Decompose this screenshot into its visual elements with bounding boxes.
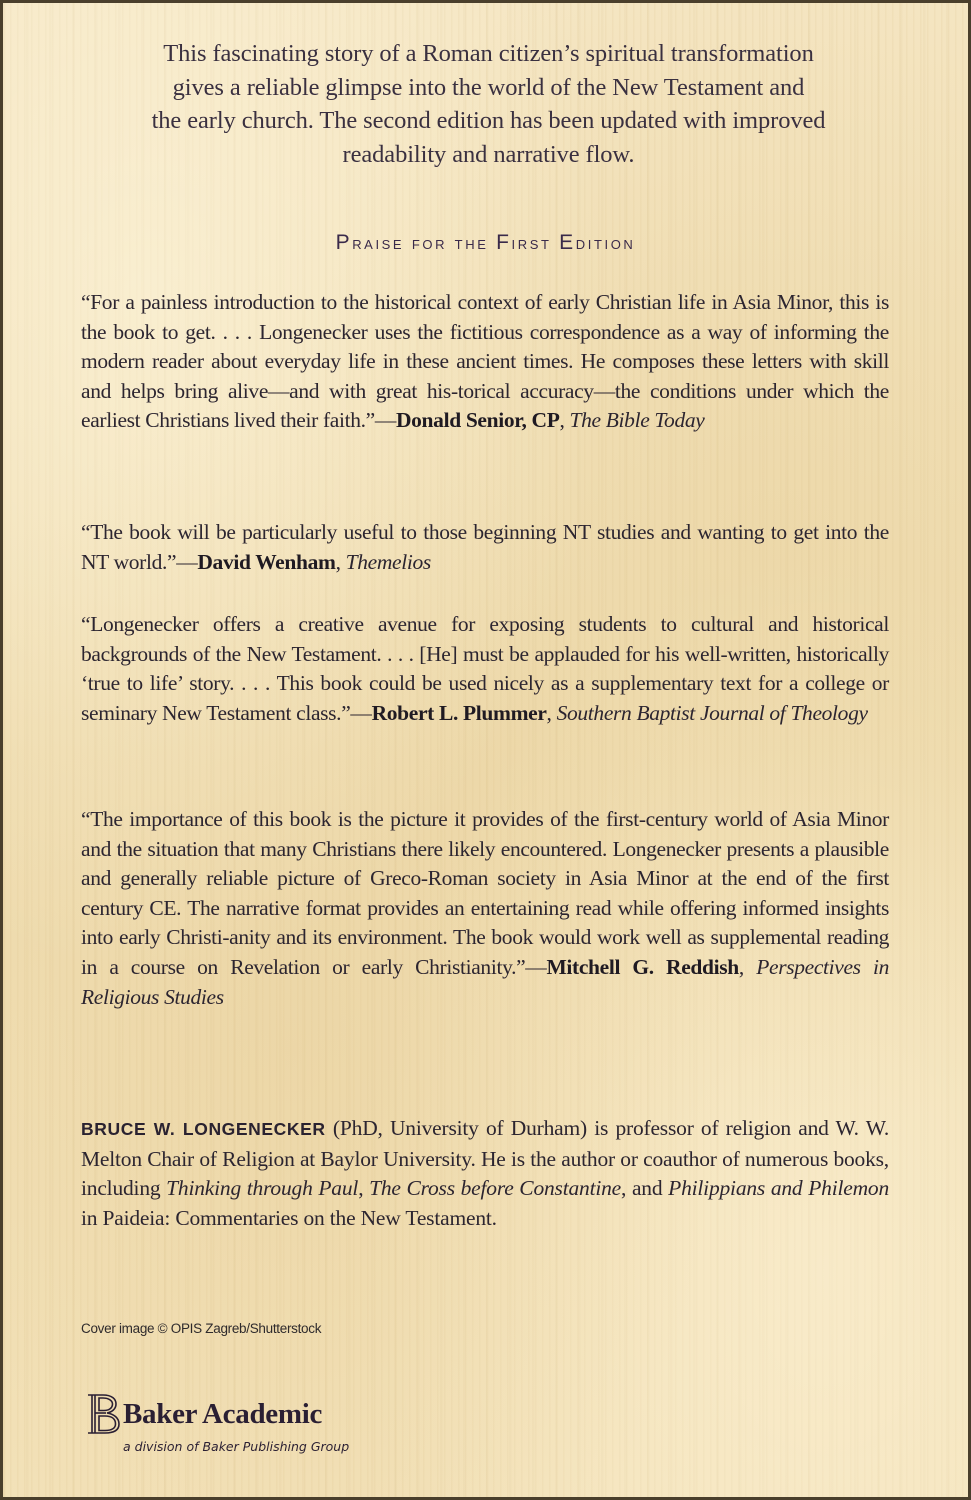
praise-quote: “The book will be particularly useful to those beginning NT studies and wanting to get into the NT world.”—David Wenham, Themelios: [81, 520, 889, 574]
quote-text: “The importance of this book is the picture it provides of the first-century world of Asia Minor and the situation that many Christians there likely encountered. Longenecker presents a plausible and generally reliable picture of Greco-Roman society in Asia Minor at the end of the first century CE. The narrative format provides an entertaining read while offering informed insights into early Christi-anity and its environment. The book would work well as supplemental reading in a course on Revelation or early Christianity.”—: [81, 807, 889, 979]
baker-b-logo-icon: [85, 1393, 123, 1435]
cover-image-credit: Cover image © OPIS Zagreb/Shutterstock: [81, 1321, 322, 1336]
reviewer-name: David Wenham: [197, 549, 336, 574]
publisher-tagline: a division of Baker Publishing Group: [123, 1439, 350, 1454]
quote-text: “The book will be particularly useful to those beginning NT studies and wanting to get into the NT world.”—: [81, 520, 889, 574]
publication-title: The Bible Today: [569, 408, 705, 433]
book-title: Thinking through Paul: [166, 1176, 359, 1201]
book-back-cover: [3, 3, 968, 1497]
praise-quote: “For a painless introduction to the historical context of early Christian life in Asia Minor, this is the book to get. . . . Longenecker uses the fictitious correspondence as a way of informing the modern reader about everyday life in these ancient times. He composes these letters with skill and helps bring alive—and with great his-torical accuracy—the conditions under which the earliest Christians lived their faith.”—Donald Senior, CP, The Bible Today: [81, 290, 889, 433]
publisher-name: Baker Academic: [123, 1398, 323, 1430]
publication-title: Perspectives in Religious Studies: [81, 954, 889, 1009]
blurb-line: the early church. The second edition has been updated with improved: [151, 107, 826, 134]
publisher-logo: [83, 1393, 403, 1463]
blurb-line: gives a reliable glimpse into the world of the New Testament and: [172, 73, 805, 101]
quote-text: “Longenecker offers a creative avenue for exposing students to cultural and historical backgrounds of the New Testament. . . . [He] must be applauded for his well-written, historically ‘true to life’ story. . . . This book could be used nicely as a supplementary text for a college or seminary New Testament class.”—: [81, 612, 889, 725]
praise-quote: “Longenecker offers a creative avenue for exposing students to cultural and historical backgrounds of the New Testament. . . . [He] must be applauded for his well-written, historically ‘true to life’ story. . . . This book could be used nicely as a supplementary text for a college or seminary New Testament class.”—Robert L. Plummer, Southern Baptist Journal of Theology: [81, 612, 889, 725]
publication-title: Southern Baptist Journal of Theology: [556, 700, 868, 725]
reviewer-name: Donald Senior, CP: [395, 408, 560, 433]
blurb-line: readability and narrative flow.: [342, 140, 635, 168]
book-blurb: [103, 37, 874, 171]
book-title: Philippians and Philemon: [668, 1176, 890, 1201]
quote-text: “For a painless introduction to the historical context of early Christian life in Asia Minor, this is the book to get. . . . Longenecker uses the fictitious correspondence as a way of informing the modern reader about everyday life in these ancient times. He composes these letters with skill and helps bring alive—and with great his-torical accuracy—the conditions under which the earliest Christians lived their faith.”—: [81, 290, 889, 433]
praise-quote: “The importance of this book is the picture it provides of the first-century world of Asia Minor and the situation that many Christians there likely encountered. Longenecker presents a plausible and generally reliable picture of Greco-Roman society in Asia Minor at the end of the first century CE. The narrative format provides an entertaining read while offering informed insights into early Christi-anity and its environment. The book would work well as supplemental reading in a course on Revelation or early Christianity.”—Mitchell G. Reddish, Perspectives in Religious Studies: [81, 807, 889, 1009]
praise-heading: Praise for the First Edition: [335, 231, 636, 254]
publication-title: Themelios: [345, 549, 431, 574]
blurb-line: This fascinating story of a Roman citizen’s spiritual transformation: [163, 40, 814, 67]
reviewer-name: Robert L. Plummer: [371, 700, 547, 725]
author-bio: BRUCE W. LONGENECKER (PhD, University of Durham) is professor of religion and W. W. Melton Chair of Religion at Baylor University. He is the author or coauthor of numerous books, including Thinking through Paul, The Cross before Constantine, and Philippians and Philemon in Paideia: Commentaries on the New Testament.: [81, 1116, 890, 1230]
book-title: The Cross before Constantine: [369, 1176, 622, 1201]
reviewer-name: Mitchell G. Reddish: [546, 954, 739, 979]
author-name: BRUCE W. LONGENECKER: [81, 1119, 326, 1139]
